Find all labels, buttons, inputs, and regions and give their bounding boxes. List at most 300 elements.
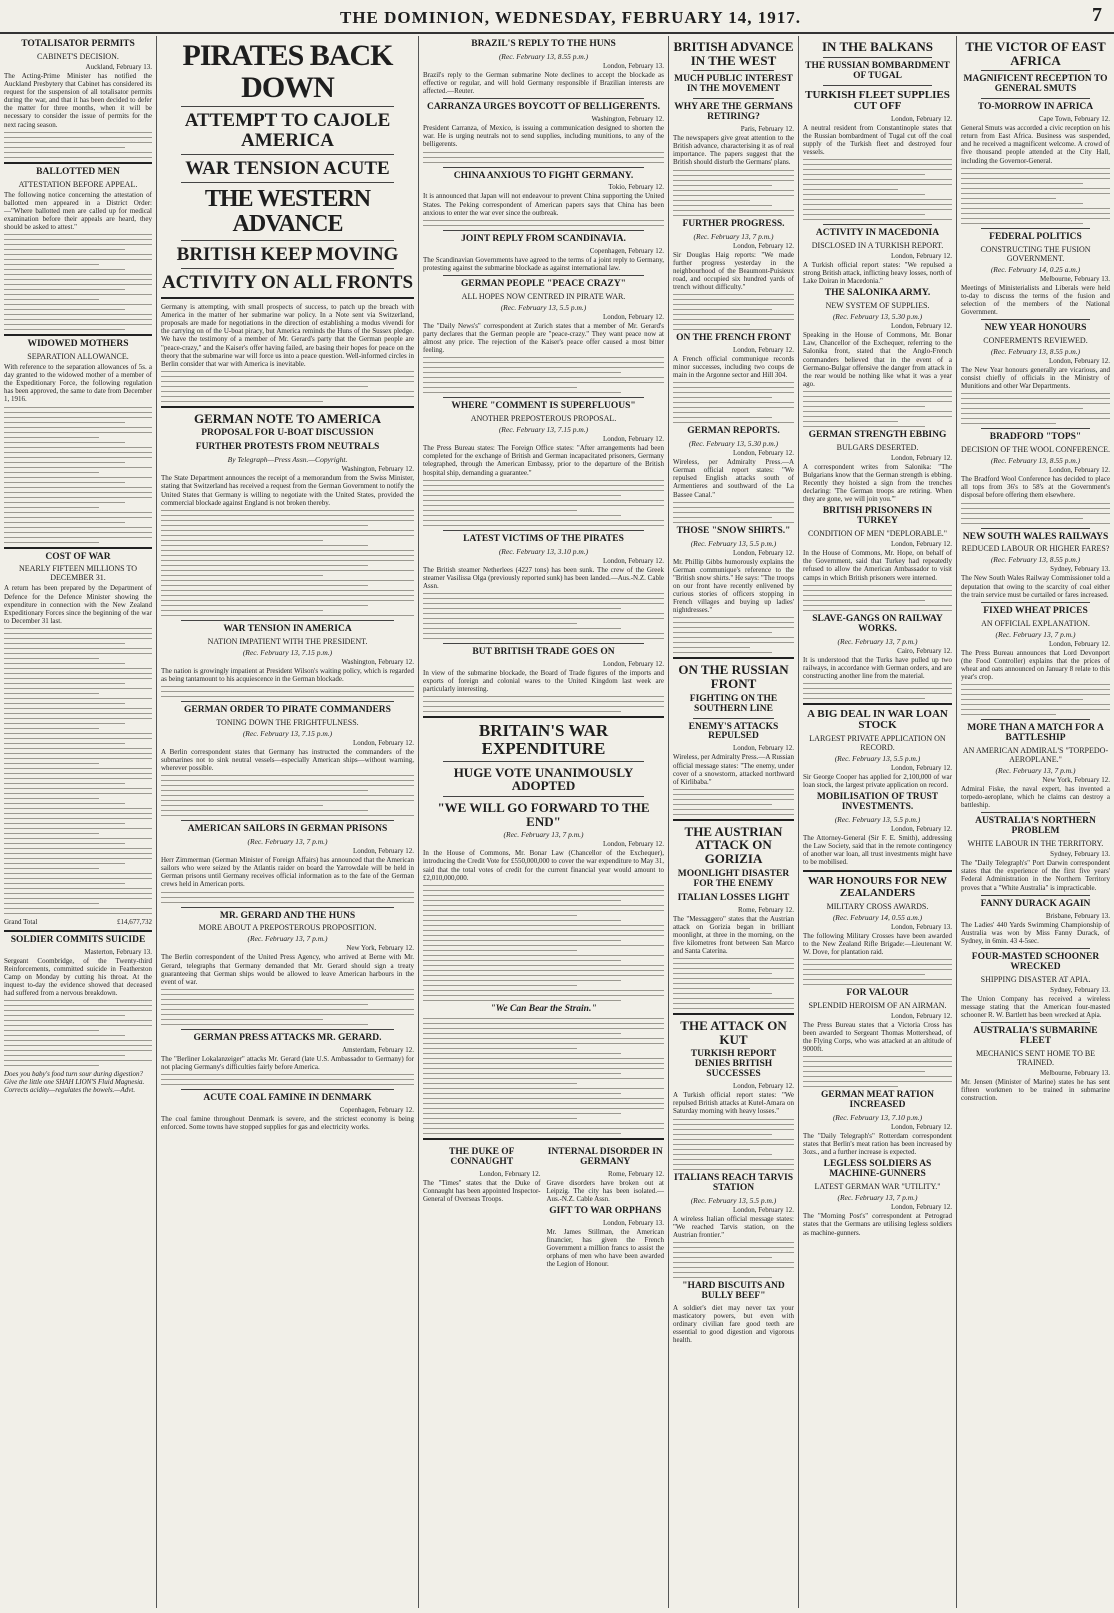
received-time: (Rec. February 13, 8.55 p.m.): [990, 346, 1081, 356]
article-text-continued: [803, 585, 952, 611]
subhead: CABINET'S DECISION.: [37, 51, 119, 61]
article-text: The Ladies' 440 Yards Swimming Championship of Australia was won by Miss Fanny Durack, of Sydney, in 6min. 43 4-5sec.: [961, 920, 1110, 945]
received-time: (Rec. February 14, 0.25 a.m.): [990, 264, 1081, 274]
headline-attacks-repulsed: ENEMY'S ATTACKS REPULSED: [688, 721, 779, 742]
dateline: Auckland, February 13.: [85, 62, 152, 71]
article-text: The Press Bureau states that a Victoria Cross has been awarded to Sergeant Thomas Mottershead, of the Flying Corps, who was attacked at an altitude of 9000ft.: [803, 1020, 952, 1054]
article-text-continued: [961, 168, 1110, 224]
received-time: (Rec. February 13, 5.5 p.m.): [500, 302, 587, 312]
divider: [443, 230, 644, 231]
subhead: FURTHER PROTESTS FROM NEUTRALS: [195, 442, 380, 453]
headline-internal-disorder: INTERNAL DISORDER IN GERMANY: [547, 1146, 663, 1167]
article-text-continued: [161, 686, 414, 697]
bottom-split: [423, 1144, 664, 1269]
subhead: ANOTHER PREPOSTEROUS PROPOSAL.: [470, 414, 617, 424]
subhead: SEPARATION ALLOWANCE.: [27, 352, 129, 362]
headline-scandinavia: JOINT REPLY FROM SCANDINAVIA.: [461, 233, 626, 244]
dateline: Cape Town, February 12.: [1038, 115, 1110, 124]
divider: [981, 428, 1090, 429]
headline-battleship: MORE THAN A MATCH FOR A BATTLESHIP: [967, 723, 1104, 744]
article-text-continued: [803, 159, 952, 220]
article-text: The "Daily Telegraph's" Rotterdam correspondent states that Berlin's meat ration has been increased by 3ozs., and a further increase is expected.: [803, 1132, 952, 1157]
headline-for-valour: FOR VALOUR: [846, 987, 909, 998]
subhead: LARGEST PRIVATE APPLICATION ON RECORD.: [809, 733, 946, 752]
divider: [981, 1022, 1090, 1023]
headline-china: CHINA ANXIOUS TO FIGHT GERMANY.: [453, 170, 634, 181]
divider: [161, 297, 414, 299]
grand-total-label: Grand Total: [4, 917, 38, 926]
headline-deck: ACTIVITY ON ALL FRONTS: [161, 272, 414, 294]
article-text: The Berlin correspondent of the United Press Agency, who arrived at Berne with Mr. Gerard, telegraphs that Germany demanded that Mr. Gerard should sign a treaty guaranteeing that German ships would be allowed to leave American harbours in the event of war.: [161, 953, 414, 986]
headline-wheat-prices: FIXED WHEAT PRICES: [983, 605, 1088, 616]
article-text: Herr Zimmerman (German Minister of Foreign Affairs) has announced that the American sailors who were seized by the Atlantis raider on board the Yarrowdale will be held in German prisons until Germany receives official information as to the fate of the German crews held in American ports.: [161, 856, 414, 889]
article-text: Mr. James Stillman, the American financier, has given the French Government a million francs to assist the orphans of men who have been awarded the Legion of Honour.: [546, 1227, 664, 1269]
article-text-continued: [673, 1119, 794, 1170]
column-6: [957, 36, 1114, 1608]
article-text: Sir George Cooper has applied for 2,100,000 of war loan stock, the largest private application on record.: [803, 772, 952, 790]
article-text: A wireless Italian official message states: "We reached Tarvis station, on the Austrian frontier.": [673, 1214, 794, 1239]
subhead: BULGARS DESERTED.: [836, 442, 919, 452]
divider: [443, 275, 644, 276]
divider: [981, 602, 1090, 603]
divider: [181, 907, 394, 908]
article-text: The nation is growingly impatient at President Wilson's waiting policy, which is regarded as being tantamount to his acquiescence in the German blockade.: [161, 666, 414, 683]
article-text-continued: [4, 234, 152, 330]
dateline: London, February 12.: [602, 659, 664, 668]
divider: [161, 406, 414, 408]
subhead: TURKISH FLEET SUPPLIES CUT OFF: [805, 88, 950, 113]
divider: [181, 106, 394, 107]
subhead: DISCLOSED IN A TURKISH REPORT.: [811, 241, 944, 251]
dateline: London, February 12.: [890, 114, 952, 123]
connaught-article: [423, 1144, 541, 1269]
article-text: The Acting-Prime Minister has notified the Auckland Presbytery that Cabinet has considered its request for the suspension of all totalisator permits during the war, and that it has been decided to defer the matter for three months, when it will be necessary to consider the issue of permits for the next racing season.: [4, 71, 152, 129]
subhead: TONING DOWN THE FRIGHTFULNESS.: [216, 717, 359, 727]
divider: [181, 1029, 394, 1030]
divider: [443, 761, 644, 762]
article-text-continued: [4, 132, 152, 158]
divider: [4, 930, 152, 932]
subhead: HUGE VOTE UNANIMOUSLY ADOPTED: [453, 764, 634, 794]
headline-schooner-wrecked: FOUR-MASTED SCHOONER WRECKED: [971, 951, 1100, 972]
divider: [181, 154, 394, 155]
article-text: A soldier's diet may never tax your masticatory powers, but even with ordinary civilian fare good teeth are essential to good digestion and vigorous health.: [673, 1303, 794, 1345]
divider: [981, 319, 1090, 320]
divider: [673, 819, 794, 821]
headline-war-orphans: GIFT TO WAR ORPHANS: [549, 1205, 662, 1216]
dateline: London, February 12.: [732, 241, 794, 250]
subhead: REDUCED LABOUR OR HIGHER FARES?: [961, 544, 1110, 554]
subhead: CONSTRUCTING THE FUSION GOVERNMENT.: [980, 244, 1091, 263]
article-text: The Union Company has received a wireless message stating that the American four-masted schooner R. W. Bartlett has been wrecked at Apia.: [961, 994, 1110, 1019]
article-text-continued: [961, 684, 1110, 715]
divider: [823, 224, 932, 225]
dateline: London, February 12.: [602, 312, 664, 321]
dateline: Rome, February 12.: [608, 1169, 664, 1178]
dateline: London, February 12.: [602, 840, 664, 849]
inset-heading: "We Can Bear the Strain.": [490, 1003, 597, 1014]
headline-ballotted: BALLOTTED MEN: [36, 166, 120, 177]
headline-deck: ATTEMPT TO CAJOLE AMERICA: [184, 110, 391, 151]
article-text: The New South Wales Railway Commissioner told a deputation that owing to the scarcity of coal either the train service must be curtailed or fares increased.: [961, 574, 1110, 599]
article-text: A Turkish official report states: "We repulsed British attacks at Kutel-Amara on Saturday morning with heavy losses.": [673, 1091, 794, 1116]
article-text: The Scandinavian Governments have agreed to the terms of a joint reply to Germany, protesting against the submarine blockade as against international law.: [423, 255, 664, 272]
newspaper-title: THE DOMINION, WEDNESDAY, FEBRUARY 14, 1917.: [340, 8, 802, 27]
article-text: President Carranza, of Mexico, is issuing a communication designed to shorten the war. He is urging neutrals not to send supplies, including munitions, to any of the belligerents.: [423, 124, 664, 149]
dateline: London, February 12.: [890, 1011, 952, 1020]
article-text: The following Military Crosses have been awarded to the New Zealand Rifle Brigade:—Lieutenant W. W. Dove, for plantation raid.: [803, 931, 952, 956]
subhead: ALL HOPES NOW CENTRED IN PIRATE WAR.: [461, 291, 626, 301]
article-text: Mr. Jensen (Minister of Marine) states he has sent fifteen workmen to be trained in submarine construction.: [961, 1078, 1110, 1103]
headline-connaught: THE DUKE OF CONNAUGHT: [449, 1146, 515, 1167]
article-text: A French official communique records minor successes, including two coups de main in the Argonne sector and Hill 304.: [673, 354, 794, 380]
headline-brazil: BRAZIL'S REPLY TO THE HUNS: [471, 39, 616, 49]
received-time: (Rec. February 13, 7.15 p.m.): [242, 647, 333, 657]
article-text-continued: [161, 892, 414, 903]
article-text-continued: [423, 885, 664, 1001]
divider: [803, 870, 952, 872]
article-text-continued: [423, 593, 664, 639]
dateline: Rome, February 12.: [738, 905, 794, 914]
received-time: (Rec. February 13, 7 p.m.): [995, 766, 1076, 776]
subhead: DECISION OF THE WOOL CONFERENCE.: [961, 445, 1110, 455]
dateline: Melbourne, February 13.: [1040, 1069, 1110, 1078]
divider: [443, 530, 644, 531]
dateline: London, February 12.: [1048, 466, 1110, 475]
headline-gerard: MR. GERARD AND THE HUNS: [219, 910, 356, 921]
received-time: (Rec. February 13, 7.10 p.m.): [832, 1113, 923, 1123]
headline-war-loan: A BIG DEAL IN WAR LOAN STOCK: [807, 707, 948, 732]
subhead: ITALIAN LOSSES LIGHT: [677, 892, 790, 903]
article-text-continued: [423, 357, 664, 393]
divider: [693, 718, 774, 719]
article-text-continued: [673, 617, 794, 653]
headline-widowed: WIDOWED MOTHERS: [27, 339, 129, 350]
article-text: In the House of Commons, Mr. Hope, on behalf of the Government, said that Turkey had repeatedly refused to allow the American Ambassador to visit camps in which British prisoners were interned.: [803, 549, 952, 582]
article-text-continued: [423, 480, 664, 526]
headline-british-trade: BUT BRITISH TRADE GOES ON: [472, 646, 615, 657]
subhead: ATTESTATION BEFORE APPEAL.: [18, 179, 138, 189]
received-time: (Rec. February 13, 7 p.m.): [247, 934, 328, 944]
headline-deck: BRITISH KEEP MOVING: [176, 244, 399, 266]
divider: [443, 98, 644, 99]
dateline: Washington, February 12.: [341, 465, 414, 474]
article-text-continued: [4, 1000, 152, 1066]
dateline: London, February 12.: [602, 435, 664, 444]
dateline: London, February 12.: [602, 556, 664, 565]
dateline: London, February 12.: [732, 1082, 794, 1091]
received-time: (Rec. February 13, 7 p.m.): [693, 231, 774, 241]
dateline: London, February 13.: [602, 1218, 664, 1227]
dateline: London, February 12.: [732, 449, 794, 458]
received-time: (Rec. February 13, 5.30 p.m.): [688, 439, 779, 449]
dateline: Amsterdam, February 12.: [342, 1045, 414, 1054]
headline-german-reports: GERMAN REPORTS.: [687, 426, 780, 437]
divider: [423, 1138, 664, 1140]
dateline: Melbourne, February 13.: [1040, 274, 1110, 283]
subhead: AN AMERICAN ADMIRAL'S "TORPEDO-AEROPLANE.": [962, 746, 1109, 765]
headline-victor-east-africa: THE VICTOR OF EAST AFRICA: [965, 39, 1106, 68]
divider: [981, 228, 1090, 229]
dateline: New York, February 12.: [1042, 776, 1110, 785]
article-text-continued: [673, 170, 794, 216]
subhead: LATEST GERMAN WAR "UTILITY.": [814, 1182, 941, 1192]
article-text-continued: [423, 696, 664, 712]
subhead: NATION IMPATIENT WITH THE PRESIDENT.: [207, 636, 368, 646]
article-text-continued: [161, 371, 414, 402]
dateline: London, February 12.: [1048, 356, 1110, 365]
column-4: [669, 36, 798, 1608]
received-time: (Rec. February 13, 3.10 p.m.): [498, 546, 589, 556]
headline-deck: THE WESTERN ADVANCE: [204, 185, 371, 237]
divider: [4, 162, 152, 164]
dateline: Cairo, February 12.: [897, 646, 952, 655]
article-text-continued: [803, 959, 952, 985]
received-time: (Rec. February 13, 5.30 p.m.): [832, 312, 923, 322]
article-text: The "Morning Post's" correspondent at Petrograd states that the Germans are utilising legless soldiers as machine-gunners.: [803, 1212, 952, 1237]
subhead: CONDITION OF MEN "DEPLORABLE.": [808, 529, 947, 539]
article-text: The Press Bureau states: The Foreign Office states: "After arrangements had been completed for the exchange of British and German incapacitated prisoners, Germany telegraphed, through the American Embassy, prior to the departure of the British hospital ship, demanding a guarantee.": [423, 444, 664, 477]
subhead: MOONLIGHT DISASTER FOR THE ENEMY: [677, 868, 790, 889]
divider: [423, 716, 664, 718]
headline-meat-ration: GERMAN MEAT RATION INCREASED: [821, 1090, 934, 1111]
article-text: The "Berliner Lokalanzeiger" attacks Mr. Gerard (late U.S. Ambassador to Germany) for not placing Germany's difficulties fairly before America.: [161, 1054, 414, 1071]
page-number: 7: [1092, 4, 1102, 26]
article-text: The Bradford Wool Conference has decided to place all tops from 36's to 58's at the Government's disposal before offering them elsewhere.: [961, 475, 1110, 500]
divider: [981, 812, 1090, 813]
article-text: A Turkish official report states: "We repulsed a strong British attack, inflicting heavy losses, north of Lake Doiran in Macedonia.": [803, 261, 952, 286]
article-text: A Berlin correspondent states that Germany has instructed the commanders of the submarines not to sink neutral vessels—especially American ships—without warning, wherever possible.: [161, 747, 414, 773]
article-text: Sir Douglas Haig reports: "We made further progress yesterday in the neighbourhood of the Beaumont-Puisieux road, and occupied six hundred yards of trench without difficulty.": [673, 250, 794, 291]
article-text-continued: [423, 152, 664, 163]
headline-further-progress: FURTHER PROGRESS.: [682, 218, 785, 229]
dateline: London, February 12.: [890, 1203, 952, 1212]
divider: [443, 397, 644, 398]
subhead: MORE ABOUT A PREPOSTEROUS PROPOSITION.: [198, 923, 377, 933]
subhead: AN OFFICIAL EXPLANATION.: [981, 618, 1090, 628]
divider: [803, 703, 952, 705]
dateline: Sydney, February 13.: [1050, 985, 1110, 994]
received-time: (Rec. February 13, 8.55 p.m.): [990, 555, 1081, 565]
main-headline: PIRATES BACK DOWN: [182, 39, 393, 104]
divider: [4, 334, 152, 336]
headline-fanny-durack: FANNY DURACK AGAIN: [980, 898, 1091, 909]
headline-tarvis: ITALIANS REACH TARVIS STATION: [674, 1172, 793, 1193]
lead-article-text: Germany is attempting, with small prospects of success, to patch up the breach with America in the matter of her submarine war policy. In a Note sent via Switzerland, proposals are made for negotiations in the direction of establishing a modus vivendi for the carrying on of the U-boat piracy, but America reminds the Huns of the Sussex pledge. We have the testimony of a member of Mr. Gerard's party that the German people are "peace-crazy," and the Kaiser's offer having failed, are basing their hopes for peace on the theory that the submarine war will force us into a peace question. Well-informed circles in Berlin consider that war with America is inevitable.: [161, 303, 414, 368]
dateline: Washington, February 12.: [591, 115, 664, 124]
headline-submarine-fleet: AUSTRALIA'S SUBMARINE FLEET: [973, 1026, 1098, 1047]
subhead: PROPOSAL FOR U-BOAT DISCUSSION: [201, 428, 374, 439]
article-text: General Smuts was accorded a civic reception on his return from East Africa. Business was suspended, and he received a magnificent welcome. A crowd of five thousand people attended at the City Hall, including the Governor-General.: [961, 124, 1110, 165]
expenditure-table: [4, 628, 152, 914]
article-text: The State Department announces the receipt of a memorandum from the Swiss Minister, stating that Switzerland has received a request from the German Government to notify the United States that Germany is willing to negotiate with the United States, provided the commercial blockade against England is not broken thereby.: [161, 474, 414, 507]
advertisement: Does you baby's food turn sour during digestion? Give the little one SHAH LION'S Fluid Magnesia. Corrects acidity—regulates the bowels.—Advt.: [4, 1070, 145, 1095]
article-text: Brazil's reply to the German submarine Note declines to accept the blockade as effective or regular, and will hold Germany responsible if Brazilian interests are affected.—Reuter.: [423, 70, 664, 96]
headline-peace-crazy: GERMAN PEOPLE "PEACE CRAZY": [461, 278, 626, 289]
headline-british-prisoners: BRITISH PRISONERS IN TURKEY: [822, 506, 933, 527]
article-text-continued: [673, 789, 794, 815]
received-time: (Rec. February 13, 7.15 p.m.): [242, 728, 333, 738]
article-text-continued: [673, 294, 794, 330]
dateline: London, February 12.: [352, 847, 414, 856]
headline-hard-biscuits: "HARD BISCUITS AND BULLY BEEF": [682, 1280, 785, 1301]
divider: [981, 98, 1090, 99]
received-time: (Rec. February 13, 5.5 p.m.): [690, 538, 777, 548]
received-time: (Rec. February 13, 7.15 p.m.): [498, 425, 589, 435]
article-text: Speaking in the House of Commons, Mr. Bonar Law, Chancellor of the Exchequer, referring to the Salonika front, stated that the Anglo-French commanders believed that in the event of a Germano-Bulgar offensive the danger from attack in the rear would be nothing like what it was a year ago.: [803, 331, 952, 388]
subhead: MECHANICS SENT HOME TO BE TRAINED.: [975, 1049, 1096, 1068]
dateline: Washington, February 12.: [341, 657, 414, 666]
headline-cost-of-war: COST OF WAR: [45, 551, 111, 562]
headline-trust-investments: MOBILISATION OF TRUST INVESTMENTS.: [816, 792, 939, 813]
article-text-continued: [803, 1056, 952, 1087]
headline-gorizia: THE AUSTRIAN ATTACK ON GORIZIA: [684, 823, 783, 867]
article-text-continued: [673, 382, 794, 423]
article-text-continued: [803, 683, 952, 699]
divider: [823, 85, 932, 86]
dateline: London, February 12.: [890, 825, 952, 834]
received-time: (Rec. February 13, 7 p.m.): [503, 830, 584, 840]
divider: [181, 1089, 394, 1090]
received-time: (Rec. February 13, 7 p.m.): [995, 629, 1076, 639]
divider: [981, 70, 1090, 71]
headline-german-press: GERMAN PRESS ATTACKS MR. GERARD.: [193, 1032, 382, 1043]
received-time: (Rec. February 14, 0.55 a.m.): [832, 912, 923, 922]
dateline: London, February 12.: [352, 738, 414, 747]
article-text: A return has been prepared by the Department of Defence for the Defence Minister showing the expenditure in connection with the New Zealand Expeditionary Forces since the beginning of the war to December 31 last.: [4, 584, 152, 625]
article-text-continued: [803, 391, 952, 427]
dateline: London, February 12.: [890, 763, 952, 772]
dateline: Masterton, February 13.: [84, 948, 152, 956]
dateline: London, February 12.: [479, 1169, 541, 1178]
headline-slave-gangs: SLAVE-GANGS ON RAILWAY WORKS.: [812, 613, 943, 634]
grand-total-row: [4, 918, 152, 926]
dateline: Sydney, February 13.: [1050, 850, 1110, 859]
article-text: Sergeant Coombridge, of the Twenty-third Reinforcements, committed suicide in Featherston Camp on Monday by cutting his throat. At the inquest to-day the evidence showed that deceased had suffered from a nervous breakdown.: [4, 957, 152, 998]
masthead: [0, 0, 1114, 34]
article-text-continued: [673, 502, 794, 523]
article-text-continued: [161, 1074, 414, 1085]
article-text: Admiral Fiske, the naval expert, has invented a torpedo-aeroplane, which he claims can destroy a battleship.: [961, 785, 1110, 810]
article-text: Meetings of Ministerialists and Liberals were held to-day to discuss the terms of the fusion and selection of the members of the National Government.: [961, 283, 1110, 316]
headline-comment-superfluous: WHERE "COMMENT IS SUPERFLUOUS": [451, 401, 636, 412]
article-text: The coal famine throughout Denmark is severe, and the strictest economy is being enforced. Some towns have stopped supplies for gas and electricity works.: [161, 1114, 414, 1132]
dateline: London, February 12.: [1048, 639, 1110, 648]
divider: [181, 620, 394, 621]
headline-german-note: GERMAN NOTE TO AMERICA: [194, 410, 381, 426]
headline-coal-famine: ACUTE COAL FAMINE IN DENMARK: [203, 1093, 372, 1104]
article-text-continued: [423, 220, 664, 226]
headline-carranza: CARRANZA URGES BOYCOTT OF BELLIGERENTS.: [426, 102, 661, 113]
headline-latest-victims: LATEST VICTIMS OF THE PIRATES: [463, 533, 624, 544]
divider: [181, 820, 394, 821]
subhead: WHY ARE THE GERMANS RETIRING?: [674, 102, 793, 123]
divider: [4, 547, 152, 549]
subhead: FIGHTING ON THE SOUTHERN LINE: [689, 693, 778, 714]
divider: [673, 657, 794, 659]
headline-french-front: ON THE FRENCH FRONT: [676, 332, 791, 343]
dateline: London, February 12.: [890, 322, 952, 331]
dateline: London, February 12.: [890, 252, 952, 261]
dateline: London, February 12.: [732, 744, 794, 753]
column-5: [799, 36, 956, 1608]
dateline: London, February 12.: [890, 540, 952, 549]
received-time: (Rec. February 13, 7 p.m.): [837, 1193, 918, 1203]
byline: By Telegraph—Press Assn.—Copyright.: [227, 455, 348, 465]
article-text: The "Daily Telegraph's" Port Darwin correspondent states that the experience of the first five years' Federal Administration in the Northern Territory proves that a "White Australia" is impracticable.: [961, 859, 1110, 892]
article-text: The New Year honours generally are vicarious, and consist chiefly of officials in the Ministry of Munitions and other War Departments.: [961, 365, 1110, 391]
dateline: Paris, February 12.: [740, 125, 794, 134]
article-text: The "Times" states that the Duke of Connaught has been appointed Inspector-General of Overseas Troops.: [423, 1178, 541, 1203]
article-text: The "Daily News's" correspondent at Zurich states that a member of Mr. Gerard's party declares that the German people are "peace-crazy." They want peace now at almost any price. The rejection of the Kaiser's peace offer caused a most bitter feeling.: [423, 321, 664, 355]
subhead: NEARLY FIFTEEN MILLIONS TO DECEMBER 31.: [19, 564, 137, 583]
headline-war-honours: WAR HONOURS FOR NEW ZEALANDERS: [807, 875, 948, 900]
dateline: London, February 13.: [602, 61, 664, 70]
headline-soldier-suicide: SOLDIER COMMITS SUICIDE: [10, 935, 146, 946]
dateline: Brisbane, February 13.: [1045, 911, 1110, 920]
divider: [981, 948, 1090, 949]
headline-new-year-honours: NEW YEAR HONOURS: [984, 323, 1087, 333]
headline-german-strength: GERMAN STRENGTH EBBING: [808, 429, 947, 440]
article-text: The Press Bureau announces that Lord Devonport (the Food Controller) explains that the prices of wheat and oats announced on January 8 relate to this year's crop.: [961, 648, 1110, 681]
article-text-continued: [423, 1018, 664, 1134]
dateline: London, February 12.: [890, 453, 952, 462]
divider: [693, 98, 774, 99]
headline-federal-politics: FEDERAL POLITICS: [989, 231, 1082, 242]
column-1: [0, 36, 156, 1608]
divider: [981, 528, 1090, 529]
headline-pirate-commanders: GERMAN ORDER TO PIRATE COMMANDERS: [184, 704, 391, 715]
divider: [981, 719, 1090, 720]
headline-attack-on-kut: THE ATTACK ON KUT: [680, 1018, 787, 1047]
dateline: London, February 12.: [732, 548, 794, 557]
subhead: TO-MORROW IN AFRICA: [977, 102, 1094, 113]
dateline: Copenhagen, February 12.: [589, 246, 664, 255]
dateline: Sydney, February 13.: [1050, 565, 1110, 574]
received-time: (Rec. February 13, 8.55 p.m.): [990, 456, 1081, 466]
headline-snow-shirts: THOSE "SNOW SHIRTS.": [676, 525, 791, 536]
received-time: (Rec. February 13, 5.5 p.m.): [834, 753, 921, 763]
divider: [181, 701, 394, 702]
subhead: SPLENDID HEROISM OF AN AIRMAN.: [808, 1000, 947, 1010]
divider: [443, 167, 644, 168]
article-text: The following notice concerning the attestation of ballotted men appeared in a District Order:—"Where ballotted men are called up for medical examination before their appeals are heard, they should be asked to attest.": [4, 190, 152, 231]
subhead: MILITARY CROSS AWARDS.: [826, 901, 929, 911]
headline-american-sailors: AMERICAN SAILORS IN GERMAN PRISONS: [187, 824, 388, 835]
headline-legless-soldiers: LEGLESS SOLDIERS AS MACHINE-GUNNERS: [823, 1159, 932, 1180]
headline-bradford-tops: BRADFORD "TOPS": [989, 432, 1082, 443]
headline-deck: WAR TENSION ACUTE: [185, 157, 390, 179]
article-text: Wireless, per Admiralty Press.—A German official report states: "We repulsed English attacks south of Armentieres and southward of the La Bassee Canal.": [673, 458, 794, 499]
headline-salonika: THE SALONIKA ARMY.: [824, 288, 931, 299]
headline-russian-front: ON THE RUSSIAN FRONT: [678, 662, 789, 691]
headline-totalisator: TOTALISATOR PERMITS: [21, 39, 135, 49]
divider: [693, 70, 774, 71]
subhead: SHIPPING DISASTER AT APIA.: [980, 974, 1091, 984]
article-text: In the House of Commons, Mr. Bonar Law (Chancellor of the Exchequer), introducing the Credit Vote for £550,000,000 to cover the war expenditure to May 31, said that the total votes of credit for the current financial year would amount to £2,010,000,000.: [423, 849, 664, 882]
divider: [981, 895, 1090, 896]
headline-nsw-railways: NEW SOUTH WALES RAILWAYS: [962, 531, 1109, 542]
headline-northern-problem: AUSTRALIA'S NORTHERN PROBLEM: [975, 816, 1096, 837]
divider: [181, 182, 394, 183]
headline-in-the-balkans: IN THE BALKANS: [821, 39, 933, 54]
received-time: (Rec. February 13, 8.55 p.m.): [498, 51, 589, 61]
dateline: New York, February 12.: [346, 944, 414, 953]
article-text: The newspapers give great attention to the British advance, characterising it as of real importance. The papers suggest that the British should disturb the Germans' plans.: [673, 134, 794, 167]
subhead: MAGNIFICENT RECEPTION TO GENERAL SMUTS: [963, 74, 1108, 95]
article-text: A correspondent writes from Salonika: "The Bulgarians know that the German strength is ebbing. Recently they hoisted a sign from the trenches declaring: 'The German troops are retiring. When they are gone, we will join you.'": [803, 462, 952, 504]
grand-total-value: £14,677,732: [117, 917, 152, 926]
